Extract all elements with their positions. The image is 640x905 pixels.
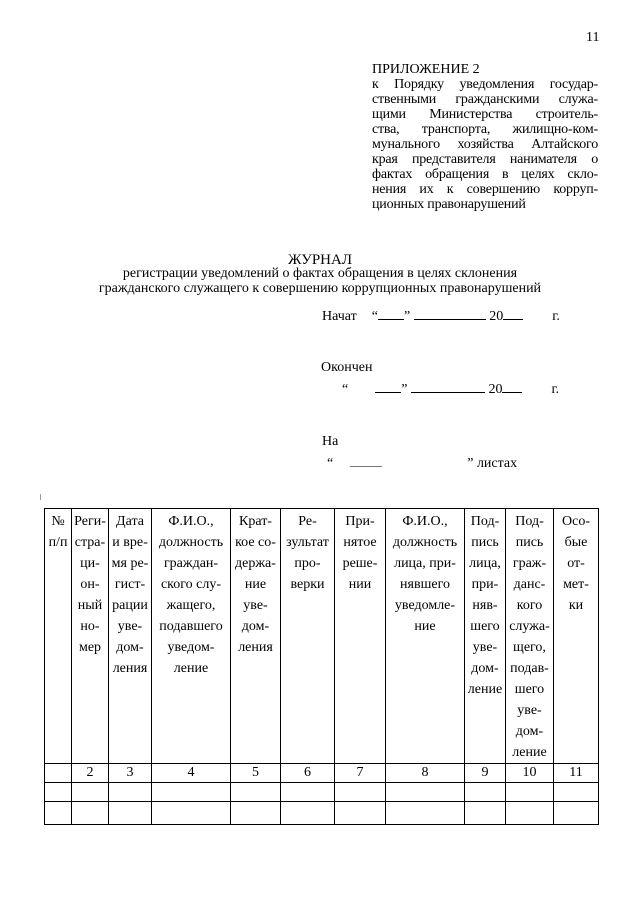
edge-mark <box>40 494 41 500</box>
sheets-blank <box>350 455 382 467</box>
table-cell <box>152 802 231 825</box>
table-cell <box>231 802 281 825</box>
table-cell <box>45 783 72 802</box>
table-cell <box>72 802 109 825</box>
year-suffix: г. <box>552 309 560 324</box>
appendix-line: нения их к совершению корруп- <box>372 182 598 197</box>
header-cell: № п/п <box>45 509 72 764</box>
column-number: 8 <box>386 764 465 783</box>
column-number: 5 <box>231 764 281 783</box>
header-cell: Крат- кое со- держа- ние уве- дом- ления <box>231 509 281 764</box>
appendix-line: ства, транспорта, жилищно-ком- <box>372 122 598 137</box>
journal-table <box>44 508 599 825</box>
month-blank <box>411 381 485 393</box>
column-number: 7 <box>335 764 386 783</box>
on-label: На <box>322 434 339 449</box>
column-number-row <box>45 764 599 783</box>
journal-title: ЖУРНАЛ <box>287 252 353 268</box>
header-cell: Ф.И.О., должность граждан- ского слу- жащего, подавшего уведом- ление <box>152 509 231 764</box>
sheets-row <box>327 455 517 472</box>
year-prefix: 20 <box>488 382 503 397</box>
journal-subtitle-line2: гражданского служащего к совершению коррупционных правонарушений <box>98 281 542 296</box>
header-cell: Дата и вре- мя ре- гист- рации уве- дом- ления <box>109 509 152 764</box>
table-cell <box>554 783 599 802</box>
appendix-line: к Порядку уведомления государ- <box>372 77 598 92</box>
appendix-title: ПРИЛОЖЕНИЕ 2 <box>372 62 480 77</box>
appendix-line: щими Министерства строитель- <box>372 107 598 122</box>
year-suffix: г. <box>551 382 560 397</box>
started-row <box>322 308 560 325</box>
appendix-line: края представителя нанимателя о <box>372 152 598 167</box>
table-cell <box>72 783 109 802</box>
year-blank <box>503 308 523 320</box>
started-label: Начат <box>322 309 357 324</box>
close-quote: ” <box>401 382 408 397</box>
column-number: 4 <box>152 764 231 783</box>
table-cell <box>281 802 335 825</box>
table-cell <box>386 802 465 825</box>
table-cell <box>45 802 72 825</box>
table-row <box>45 802 599 825</box>
sheets-label: листах <box>476 456 518 471</box>
table-cell <box>506 783 554 802</box>
table-cell <box>281 783 335 802</box>
table-cell <box>465 783 506 802</box>
appendix-line: фактах обращения в целях скло- <box>372 167 598 182</box>
column-number: 2 <box>72 764 109 783</box>
column-number: 6 <box>281 764 335 783</box>
table-cell <box>231 783 281 802</box>
header-cell: Реги- стра- ци- он- ный но- мер <box>72 509 109 764</box>
month-blank <box>414 308 486 320</box>
day-blank <box>375 381 401 393</box>
table-cell <box>554 802 599 825</box>
column-number: 11 <box>554 764 599 783</box>
table-cell <box>335 783 386 802</box>
year-blank <box>502 381 522 393</box>
open-quote: “ <box>327 456 334 471</box>
journal-subtitle-line1: регистрации уведомлений о фактах обращения в целях склонения <box>122 266 518 281</box>
day-blank <box>378 308 404 320</box>
column-number: 3 <box>109 764 152 783</box>
column-number: 9 <box>465 764 506 783</box>
header-cell: При- нятое реше- нии <box>335 509 386 764</box>
header-cell: Под- пись лица, при- няв- шего уве- дом- ление <box>465 509 506 764</box>
header-row <box>45 509 599 764</box>
ended-label: Окончен <box>321 360 373 375</box>
table-cell <box>465 802 506 825</box>
appendix-line: мунального хозяйства Алтайского <box>372 137 598 152</box>
table-cell <box>109 802 152 825</box>
page-number: 11 <box>586 30 600 45</box>
appendix-line: ционных правонарушений <box>372 197 526 212</box>
table-cell <box>152 783 231 802</box>
open-quote: “ <box>342 382 349 397</box>
ended-row <box>342 381 559 398</box>
header-cell: Ф.И.О., должность лица, при- нявшего уведомле- ние <box>386 509 465 764</box>
close-quote: ” <box>404 309 411 324</box>
table-cell <box>335 802 386 825</box>
open-quote: “ <box>371 309 378 324</box>
header-cell: Ре- зультат про- верки <box>281 509 335 764</box>
year-prefix: 20 <box>489 309 504 324</box>
appendix-line: ственными гражданскими служа- <box>372 92 598 107</box>
header-cell: Под- пись граж- данс- кого служа- щего, подав- шего уве- дом- ление <box>506 509 554 764</box>
close-quote: ” <box>467 456 474 471</box>
table-cell <box>109 783 152 802</box>
appendix-text <box>372 77 598 212</box>
header-cell: Осо- бые от- мет- ки <box>554 509 599 764</box>
column-number: 10 <box>506 764 554 783</box>
table-cell <box>386 783 465 802</box>
table-row <box>45 783 599 802</box>
column-number <box>45 764 72 783</box>
table-cell <box>506 802 554 825</box>
